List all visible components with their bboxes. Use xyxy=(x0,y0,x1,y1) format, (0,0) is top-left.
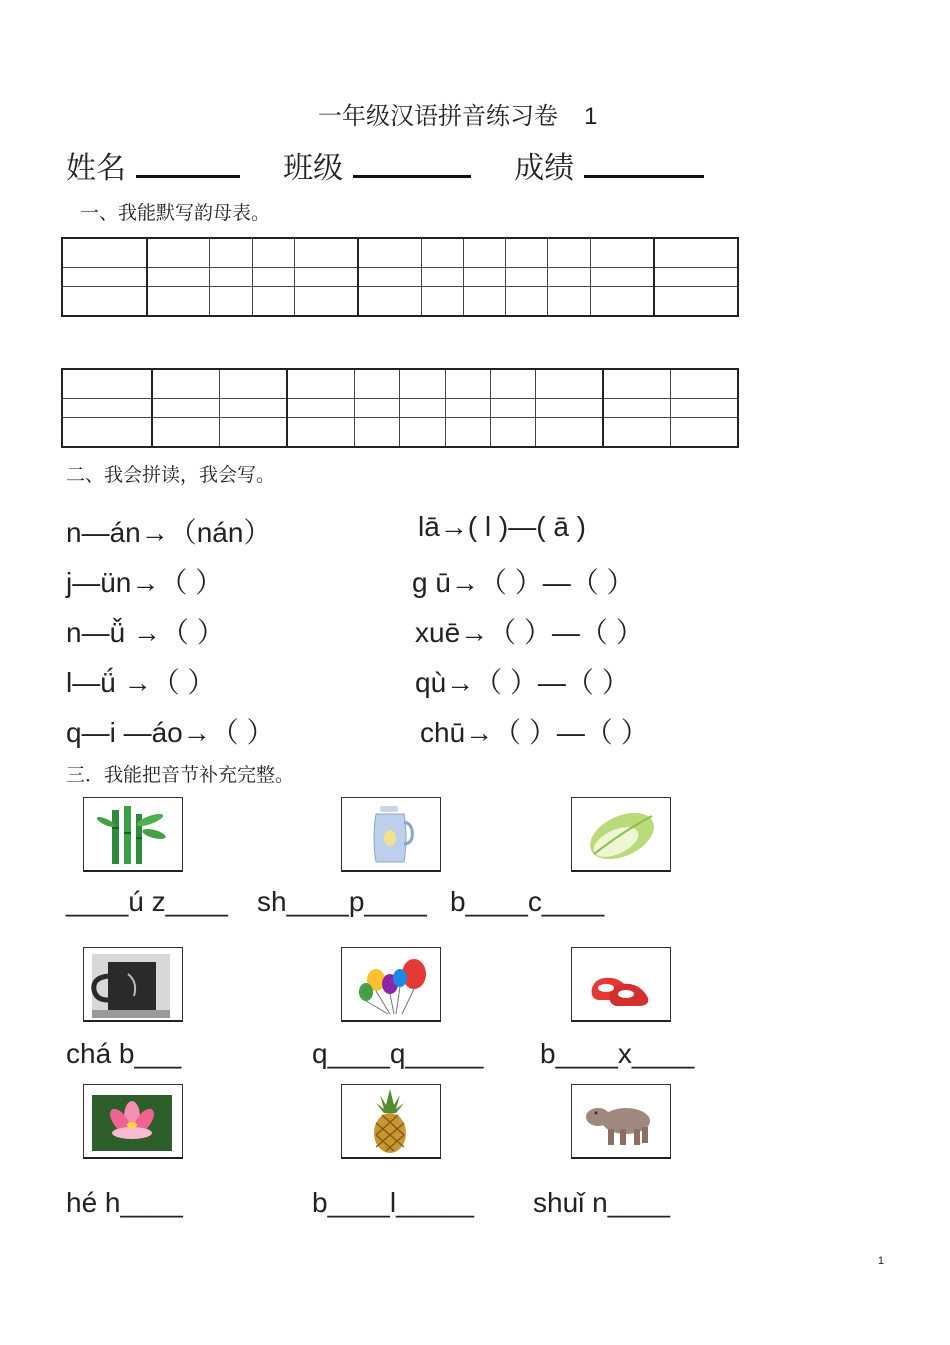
syllable-7[interactable]: hé h____ xyxy=(66,1187,183,1218)
syllable-4[interactable]: chá b___ xyxy=(66,1038,182,1069)
cabbage-picture xyxy=(571,797,671,872)
hippo-picture xyxy=(571,1084,671,1159)
thermos-picture xyxy=(341,797,441,872)
balloons-picture xyxy=(341,947,441,1022)
spell-left-3[interactable]: n—ǚ →（ ） xyxy=(66,617,225,648)
shoes-icon xyxy=(572,948,670,1020)
lotus-icon xyxy=(84,1085,182,1157)
vowel-grid-1[interactable] xyxy=(61,237,739,317)
section1-heading: 一、我能默写韵母表。 xyxy=(80,202,271,224)
title-text: 一年级汉语拼音练习卷 xyxy=(318,102,558,130)
shoes-picture xyxy=(571,947,671,1022)
spell-right-2[interactable]: g ū→（ ）—（ ） xyxy=(412,567,635,598)
syllable-6[interactable]: b____x____ xyxy=(540,1038,695,1069)
name-blank[interactable] xyxy=(136,145,240,178)
spell-right-5[interactable]: chū→（ ）—（ ） xyxy=(420,717,649,748)
section2-heading: 二、我会拼读，我会写。 xyxy=(66,464,276,486)
lotus-picture xyxy=(83,1084,183,1159)
pineapple-picture xyxy=(341,1084,441,1159)
bamboo-icon xyxy=(84,798,182,870)
score-blank[interactable] xyxy=(584,145,704,178)
student-info xyxy=(66,143,738,187)
syllable-9[interactable]: shuǐ n____ xyxy=(533,1187,671,1218)
syllable-8[interactable]: b____l_____ xyxy=(312,1187,474,1218)
page-number: 1 xyxy=(877,1255,884,1267)
teacup-picture xyxy=(83,947,183,1022)
pineapple-icon xyxy=(342,1085,440,1157)
score-label: 成绩 xyxy=(514,151,575,186)
section3-heading: 三．我能把音节补充完整。 xyxy=(66,764,295,786)
thermos-icon xyxy=(342,798,440,870)
spell-left-5[interactable]: q—i —áo→（ ） xyxy=(66,717,275,748)
spell-left-2[interactable]: j—ün→（ ） xyxy=(66,567,224,598)
syllable-5[interactable]: q____q_____ xyxy=(312,1038,484,1069)
bamboo-picture xyxy=(83,797,183,872)
page-title xyxy=(318,96,597,131)
balloons-icon xyxy=(342,948,440,1020)
name-label: 姓名 xyxy=(66,151,126,186)
teacup-icon xyxy=(84,948,182,1020)
spell-left-1[interactable]: n—án→（nán） xyxy=(66,517,272,548)
spell-right-1[interactable]: lā→( l )—( ā ) xyxy=(418,511,586,542)
syllable-2[interactable]: sh____p____ xyxy=(257,886,427,917)
class-label: 班级 xyxy=(283,151,344,186)
syllable-3[interactable]: b____c____ xyxy=(450,886,605,917)
spell-left-4[interactable]: l—ǘ →（ ） xyxy=(66,667,216,698)
hippo-icon xyxy=(572,1085,670,1157)
spell-right-4[interactable]: qù→（ ）—（ ） xyxy=(415,667,630,698)
vowel-grid-2[interactable] xyxy=(61,368,739,448)
title-number: 1 xyxy=(584,103,598,130)
spell-right-3[interactable]: xuē→（ ）—（ ） xyxy=(415,617,644,648)
cabbage-icon xyxy=(572,798,670,870)
syllable-1[interactable]: ____ú z____ xyxy=(66,886,228,917)
class-blank[interactable] xyxy=(353,145,471,178)
